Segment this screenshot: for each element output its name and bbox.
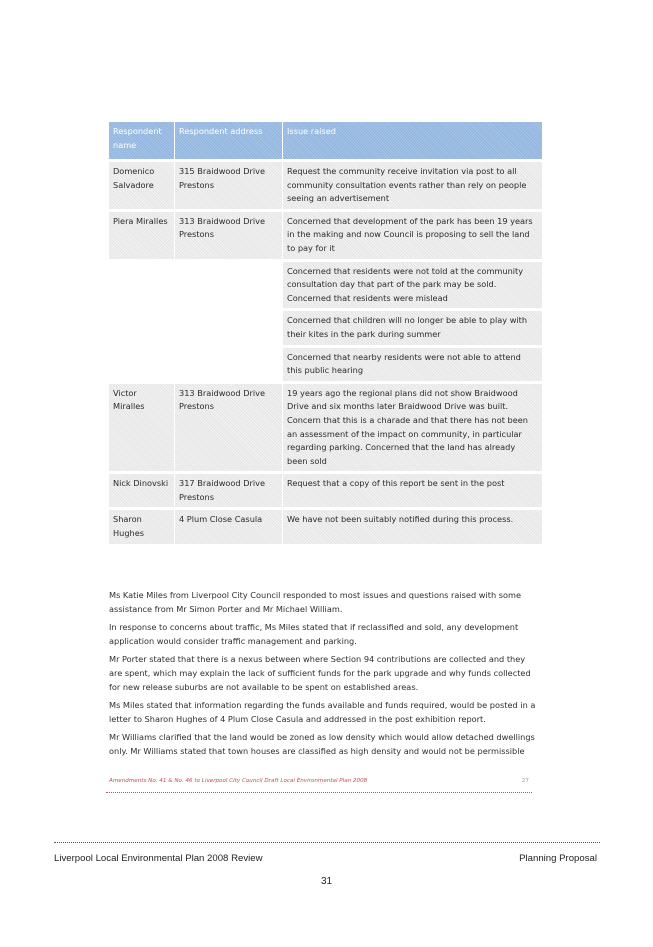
- embedded-footer-divider: [106, 792, 532, 793]
- page-number: 31: [320, 876, 333, 887]
- footer-section-title: Planning Proposal: [519, 853, 597, 864]
- paragraph: Ms Miles stated that information regarding the funds available and funds required, would be posted in a letter to Sharon Hughes of 4 Plum Close Casula and addressed in the post exhibition report.: [109, 700, 536, 724]
- cell-name: Nick Dinovski: [109, 474, 175, 507]
- cell-address: 313 Braidwood Drive Prestons: [175, 212, 283, 259]
- cell-name: Sharon Hughes: [109, 510, 175, 543]
- cell-issue: Concerned that nearby residents were not able to attend this public hearing: [283, 348, 543, 381]
- table-row: [109, 348, 543, 381]
- cell-issue: We have not been suitably notified during this process.: [283, 510, 543, 543]
- cell-address: 313 Braidwood Drive Prestons: [175, 384, 283, 472]
- paragraph: Mr Porter stated that there is a nexus between where Section 94 contributions are collected and they are spent, which may explain the lack of sufficient funds for the park upgrade and why funds collected for new release suburbs are not available to be spent on established areas.: [109, 654, 531, 692]
- table-row: [109, 474, 543, 507]
- table-row: [109, 212, 543, 259]
- table-row: [109, 262, 543, 309]
- cell-address: 4 Plum Close Casula: [175, 510, 283, 543]
- cell-address: [175, 311, 283, 344]
- cell-name: [109, 262, 175, 309]
- minutes-text: [109, 589, 539, 764]
- embedded-report-page: [109, 122, 543, 547]
- cell-issue: Concerned that development of the park has been 19 years in the making and now Council is proposing to sell the land to pay for it: [283, 212, 543, 259]
- cell-issue: Concerned that residents were not told at the community consultation day that part of the park may be sold. Concerned that residents were mislead: [283, 262, 543, 309]
- cell-issue: 19 years ago the regional plans did not show Braidwood Drive and six months later Braidwood Drive was built. Concern that this is a charade and that there has not been an assessment of the impact on community, in particular regarding parking. Concerned that the land has already been sold: [283, 384, 543, 472]
- table-row: [109, 510, 543, 543]
- table-header-row: [109, 122, 543, 159]
- submissions-table: [109, 119, 543, 547]
- cell-name: Piera Miralles: [109, 212, 175, 259]
- cell-name: [109, 348, 175, 381]
- cell-name: Victor Miralles: [109, 384, 175, 472]
- embedded-page-footer: [109, 778, 531, 784]
- header-respondent-name: Respondent name: [109, 122, 175, 159]
- paragraph: Mr Williams clarified that the land would be zoned as low density which would allow detached dwellings only. Mr Williams stated that town houses are classified as high density and would not be permissible: [109, 732, 535, 756]
- paragraph: Ms Katie Miles from Liverpool City Council responded to most issues and questions raised with some assistance from Mr Simon Porter and Mr Michael William.: [109, 590, 522, 614]
- embedded-footer-title: Amendments No. 41 & No. 46 to Liverpool City Council Draft Local Environmental Plan 2008: [109, 778, 368, 784]
- cell-address: 315 Braidwood Drive Prestons: [175, 162, 283, 209]
- header-respondent-address: Respondent address: [175, 122, 283, 159]
- cell-issue: Request the community receive invitation via post to all community consultation events rather than rely on people seeing an advertisement: [283, 162, 543, 209]
- cell-name: [109, 311, 175, 344]
- cell-name: Domenico Salvadore: [109, 162, 175, 209]
- embedded-page-number: 27: [521, 778, 529, 784]
- cell-address: 317 Braidwood Drive Prestons: [175, 474, 283, 507]
- cell-address: [175, 262, 283, 309]
- cell-issue: Request that a copy of this report be sent in the post: [283, 474, 543, 507]
- footer-document-title: Liverpool Local Environmental Plan 2008 Review: [54, 853, 263, 864]
- table-row: [109, 162, 543, 209]
- table-row: [109, 311, 543, 344]
- header-issue-raised: Issue raised: [283, 122, 543, 159]
- footer-divider: [54, 842, 600, 843]
- table-row: [109, 384, 543, 472]
- cell-address: [175, 348, 283, 381]
- paragraph: In response to concerns about traffic, Ms Miles stated that if reclassified and sold, any development application would consider traffic management and parking.: [109, 622, 519, 646]
- cell-issue: Concerned that children will no longer be able to play with their kites in the park during summer: [283, 311, 543, 344]
